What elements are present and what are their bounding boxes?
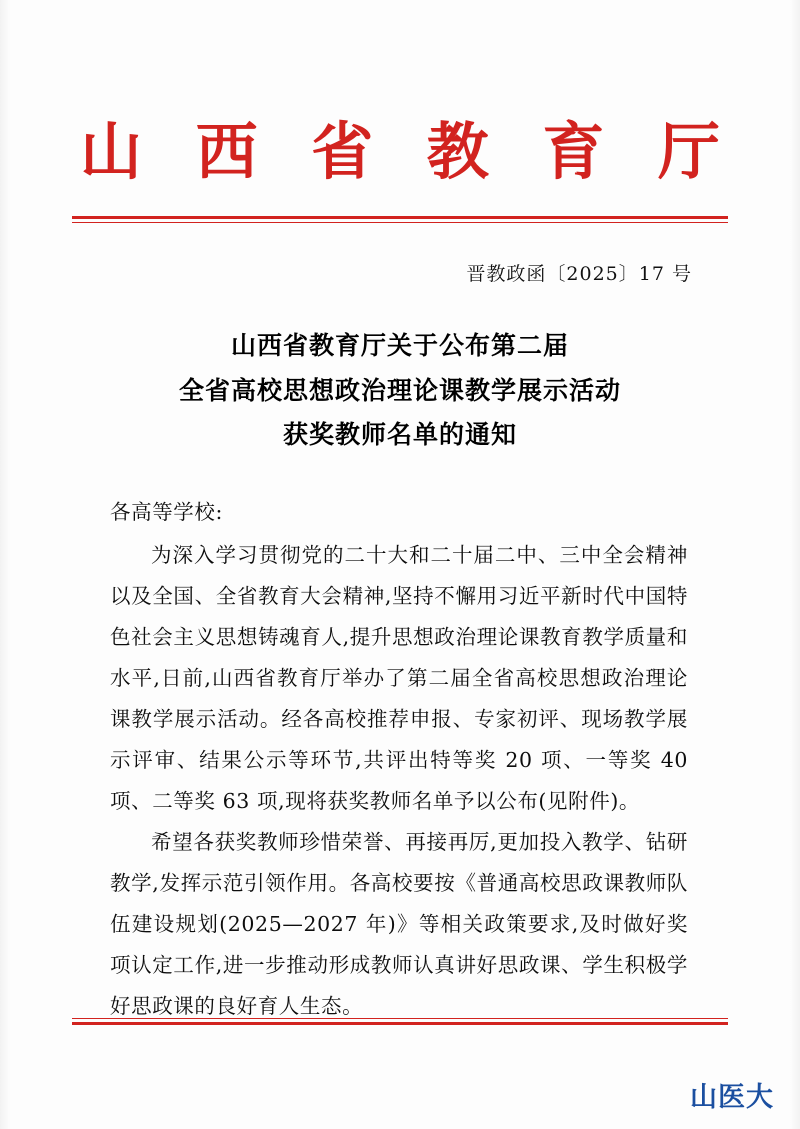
- watermark-logo: [690, 1084, 774, 1111]
- letterhead: [0, 0, 800, 186]
- document-number: 晋教政函〔2025〕17 号: [466, 263, 692, 286]
- letterhead-organization: 山 西 省 教 育 厅: [80, 115, 736, 188]
- footer-divider-thick-line: [72, 1022, 728, 1025]
- document-body: [0, 492, 800, 1027]
- watermark-logo-text: 山医大: [690, 1082, 774, 1113]
- letterhead-divider: [0, 216, 800, 223]
- body-paragraph-2: 希望各获奖教师珍惜荣誉、再接再厉,更加投入教学、钻研教学,发挥示范引领作用。各高校要按《普通高校思政课教师队伍建设规划(2025—2027 年)》等相关政策要求,及时做好奖项认定工作,进一步推动形成教师认真讲好思政课、学生积极学好思政课的良好育人生态。: [110, 829, 688, 1018]
- body-paragraph-1: 为深入学习贯彻党的二十大和二十届二中、三中全会精神以及全国、全省教育大会精神,坚持不懈用习近平新时代中国特色社会主义思想铸魂育人,提升思想政治理论课教育教学质量和水平,日前,山西省教育厅举办了第二届全省高校思想政治理论课教学展示活动。经各高校推荐申报、专家初评、现场教学展示评审、结果公示等环节,共评出特等奖 20 项、一等奖 40 项、二等奖 63 项,现将获奖教师名单予以公布(见附件)。: [110, 542, 688, 813]
- document-title-line-3: 获奖教师名单的通知: [282, 420, 517, 450]
- divider-thin-line: [72, 222, 728, 223]
- document-title-line-2: 全省高校思想政治理论课教学展示活动: [178, 375, 621, 405]
- document-title: [0, 324, 800, 458]
- document-title-line-1: 山西省教育厅关于公布第二届: [230, 331, 569, 361]
- footer-divider: [0, 1018, 800, 1025]
- salutation: 各高等学校:: [110, 499, 224, 524]
